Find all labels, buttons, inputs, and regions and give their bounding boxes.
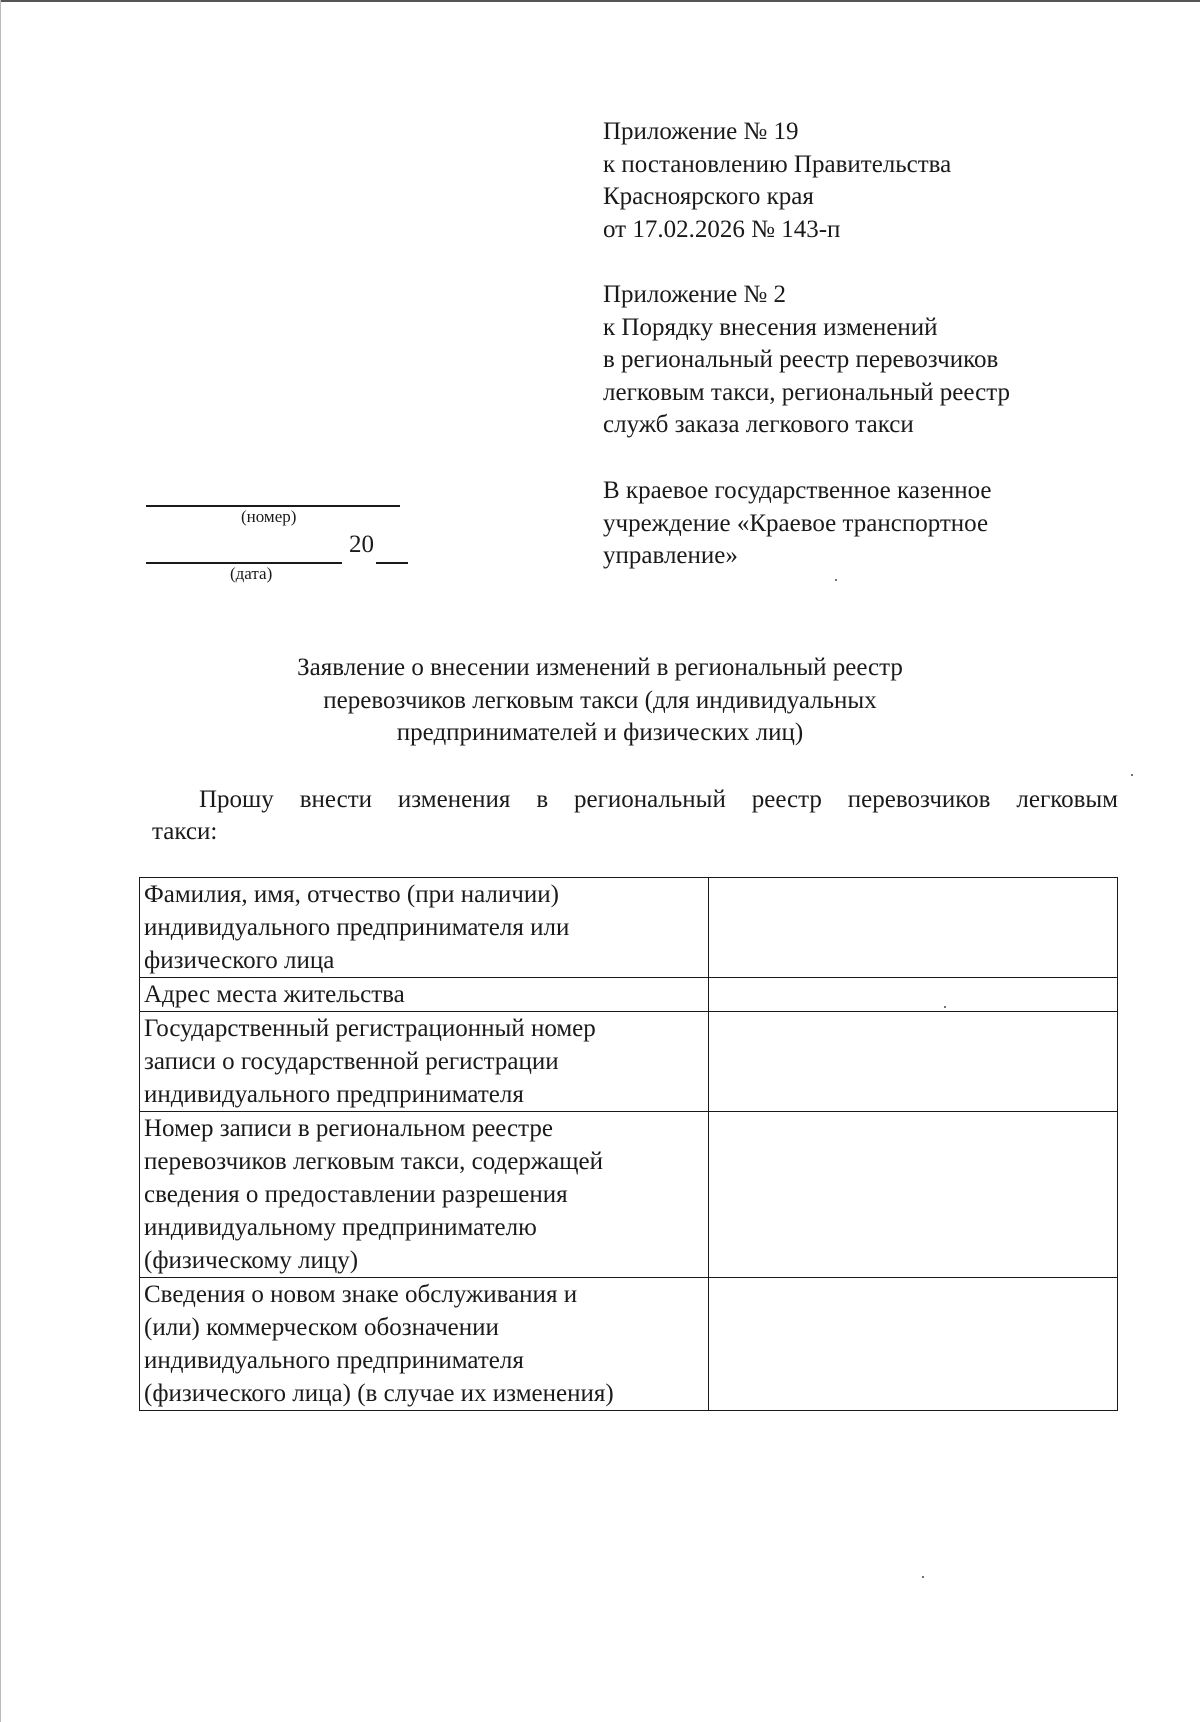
row-label-line: Сведения о новом знаке обслуживания и (144, 1281, 578, 1308)
row-label-full-name (140, 878, 709, 978)
row-label-line: Адрес места жительства (144, 981, 405, 1008)
table-row (140, 1012, 1118, 1112)
title-line: предпринимателей и физических лиц) (396, 719, 804, 746)
appendix-19-line: от 17.02.2026 № 143-п (603, 215, 841, 243)
row-label-line: сведения о предоставлении разрешения (144, 1181, 568, 1208)
row-label-line: (или) коммерческом обозначении (144, 1314, 499, 1341)
registration-year-prefix: 20 (349, 531, 374, 558)
document-title (150, 652, 1050, 750)
addressee-line: В краевое государственное казенное (603, 477, 992, 504)
appendix-2-header (603, 279, 1010, 442)
request-paragraph-line: такси: (152, 818, 218, 845)
title-line: перевозчиков легковым такси (для индивидуальных (323, 686, 877, 714)
row-value-full-name[interactable] (709, 878, 1118, 978)
row-label-line: физического лица (144, 947, 335, 974)
row-value-registry-entry-number[interactable] (709, 1112, 1118, 1278)
scan-speck (1131, 774, 1133, 776)
appendix-19-header (603, 116, 951, 246)
appendix-2-line: Приложение № 2 (603, 281, 787, 308)
title-line: Заявление о внесении изменений в региональный реестр (297, 654, 903, 681)
application-form-table (139, 877, 1118, 1411)
scan-speck (835, 579, 837, 581)
table-row (140, 978, 1118, 1012)
table-row (140, 878, 1118, 978)
row-label-line: Государственный регистрационный номер (144, 1015, 596, 1042)
row-label-line: перевозчиков легковым такси, содержащей (144, 1148, 603, 1175)
row-label-line: (физического лица) (в случае их изменения) (144, 1380, 614, 1407)
appendix-2-line: служб заказа легкового такси (603, 411, 914, 438)
page-top-edge (0, 0, 1200, 2)
row-label-line: Фамилия, имя, отчество (при наличии) (144, 881, 559, 908)
row-label-service-mark (140, 1278, 709, 1411)
addressee-line: учреждение «Краевое транспортное (603, 509, 989, 537)
row-label-registration-number (140, 1012, 709, 1112)
scan-speck (922, 1576, 924, 1578)
row-label-line: Номер записи в региональном реестре (144, 1115, 553, 1142)
row-value-service-mark[interactable] (709, 1278, 1118, 1411)
row-label-line: индивидуального предпринимателя или (144, 914, 570, 941)
addressee-line: управление» (603, 542, 738, 569)
row-label-line: записи о государственной регистрации (144, 1048, 559, 1075)
request-paragraph-line: Прошу внести изменения в региональный реестр перевозчиков легковым (199, 786, 1118, 813)
row-label-line: (физическому лицу) (144, 1247, 359, 1274)
table-row (140, 1112, 1118, 1278)
appendix-19-line: Приложение № 19 (603, 118, 799, 145)
row-label-line: индивидуальному предпринимателю (144, 1214, 537, 1241)
scan-speck (944, 1006, 946, 1008)
registration-year-field[interactable] (376, 562, 408, 564)
appendix-2-line: легковым такси, региональный реестр (603, 378, 1010, 406)
registration-date-caption: (дата) (230, 564, 273, 583)
request-paragraph (152, 784, 1118, 848)
appendix-2-line: в региональный реестр перевозчиков (603, 346, 999, 373)
table-row (140, 1278, 1118, 1411)
row-label-line: индивидуального предпринимателя (144, 1347, 524, 1374)
row-value-registration-number[interactable] (709, 1012, 1118, 1112)
appendix-19-line: Красноярского края (603, 183, 814, 210)
row-value-address[interactable] (709, 978, 1118, 1012)
addressee-block (603, 475, 992, 573)
appendix-2-line: к Порядку внесения изменений (603, 313, 938, 341)
row-label-registry-entry-number (140, 1112, 709, 1278)
page-left-edge (0, 0, 1, 1722)
row-label-line: индивидуального предпринимателя (144, 1081, 524, 1108)
appendix-19-line: к постановлению Правительства (603, 150, 952, 178)
registration-number-caption: (номер) (241, 507, 297, 526)
row-label-address (140, 978, 709, 1012)
